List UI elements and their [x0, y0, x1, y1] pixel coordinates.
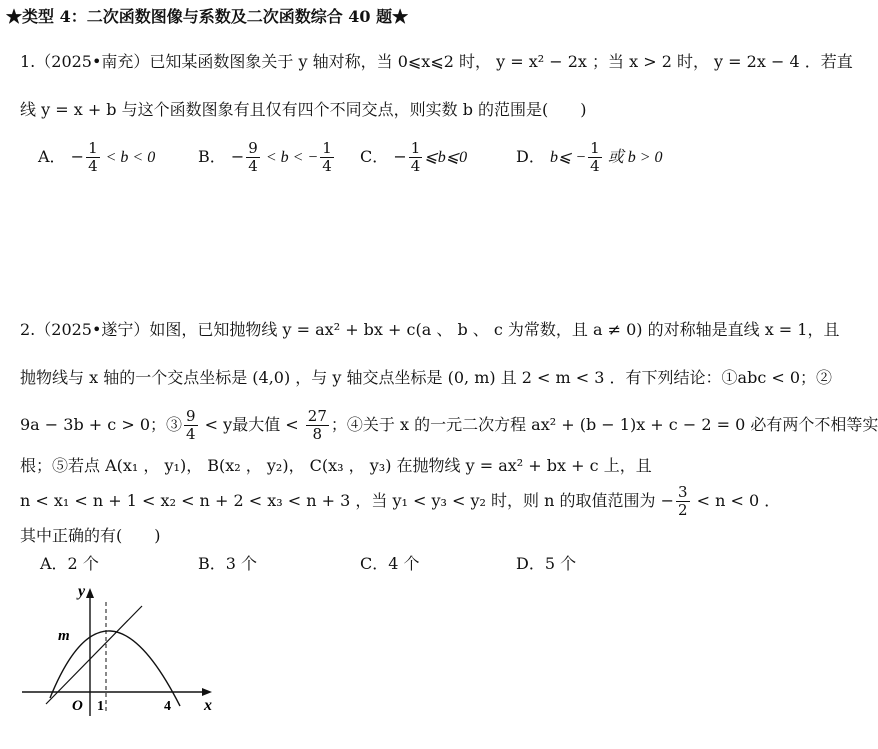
fraction [86, 140, 100, 175]
frac-num: 9 [186, 407, 196, 425]
fraction [588, 140, 602, 175]
frac-den: 4 [186, 425, 196, 443]
q2-option-d: D．5 个 [516, 554, 577, 573]
frac-num: 1 [88, 139, 98, 157]
parabola-figure [18, 580, 218, 720]
q2-option-c: C．4 个 [360, 554, 420, 573]
frac-num: 1 [322, 139, 332, 157]
option-pre: b⩽ − [549, 149, 587, 166]
frac-den: 8 [312, 425, 323, 443]
fraction [409, 140, 423, 175]
q1-line2: 线 y = x + b 与这个函数图象有且仅有四个不同交点，则实数 b 的范围是( ) [20, 100, 587, 119]
frac-num: 1 [590, 139, 600, 157]
q2-line3 [20, 408, 878, 443]
q1-option-a [38, 140, 155, 175]
y-axis-label: y [78, 583, 86, 600]
straight-line [46, 606, 142, 704]
frac-den: 4 [590, 157, 600, 175]
option-label: D． [516, 147, 545, 166]
q2-line2: 抛物线与 x 轴的一个交点坐标是 (4,0) ，与 y 轴交点坐标是 (0, m) 且 2 < m < 3 ．有下列结论：①abc < 0；② [20, 368, 833, 387]
option-pre: − [393, 147, 407, 166]
x-axis-label: x [204, 697, 212, 714]
frac-den: 4 [322, 157, 332, 175]
q1-option-c [360, 140, 467, 175]
frac-den: 4 [88, 157, 98, 175]
q2-line3-post: ；④关于 x 的一元二次方程 ax² + (b − 1)x + c − 2 = 0 必有两个不相等实 [330, 415, 878, 434]
page-title: ★类型 4：二次函数图像与系数及二次函数综合 40 题★ [6, 7, 409, 26]
q1-option-b [198, 140, 336, 175]
q2-line5-pre: n < x₁ < n + 1 < x₂ < n + 2 < x₃ < n + 3 ，当 y₁ < y₃ < y₂ 时，则 n 的取值范围为 − [20, 491, 675, 510]
fraction [676, 484, 690, 519]
option-mid: < b < − [261, 149, 319, 166]
tick-1-label: 1 [97, 699, 104, 714]
q2-line3-mid: < y最大值 < [199, 415, 304, 434]
frac-num: 27 [307, 407, 327, 425]
option-post: ⩽b⩽0 [424, 149, 468, 166]
frac-num: 9 [248, 139, 258, 157]
frac-den: 2 [678, 501, 688, 519]
option-label: B． [198, 147, 226, 166]
fraction [320, 140, 334, 175]
y-axis-arrow [86, 588, 94, 598]
q2-line1: 2.（2025•遂宁）如图，已知抛物线 y = ax² + bx + c(a 、 b 、 c 为常数，且 a ≠ 0) 的对称轴是直线 x = 1，且 [20, 320, 840, 339]
frac-den: 4 [248, 157, 258, 175]
q2-line6: 其中正确的有( ) [20, 526, 161, 545]
q1-line1: 1.（2025•南充）已知某函数图象关于 y 轴对称，当 0⩽x⩽2 时， y = x² − 2x ；当 x > 2 时， y = 2x − 4 ．若直 [20, 52, 853, 71]
option-post: < b < 0 [101, 149, 156, 166]
frac-num: 1 [410, 139, 421, 157]
option-label: C． [360, 147, 389, 166]
fraction [306, 408, 329, 443]
q2-line4: 根；⑤若点 A(x₁ ， y₁)， B(x₂ ， y₂)， C(x₃ ， y₃) 在抛物线 y = ax² + bx + c 上，且 [20, 456, 652, 475]
frac-den: 4 [410, 157, 421, 175]
option-pre: − [230, 147, 245, 166]
x-axis-arrow [202, 688, 212, 696]
q1-option-d [516, 140, 663, 175]
frac-num: 3 [678, 483, 688, 501]
m-label: m [58, 628, 70, 644]
q2-line3-pre: 9a − 3b + c > 0；③ [20, 415, 183, 434]
tick-4-label: 4 [164, 699, 171, 714]
origin-label: O [72, 698, 83, 714]
option-pre: − [70, 147, 85, 166]
fraction [246, 140, 260, 175]
q2-option-b: B．3 个 [198, 554, 258, 573]
q2-option-a: A．2 个 [40, 554, 99, 573]
q2-line5 [20, 484, 780, 519]
q2-line5-post: < n < 0 ． [691, 491, 781, 510]
option-label: A． [38, 147, 66, 166]
fraction [184, 408, 198, 443]
option-post: 或 b > 0 [603, 149, 663, 166]
